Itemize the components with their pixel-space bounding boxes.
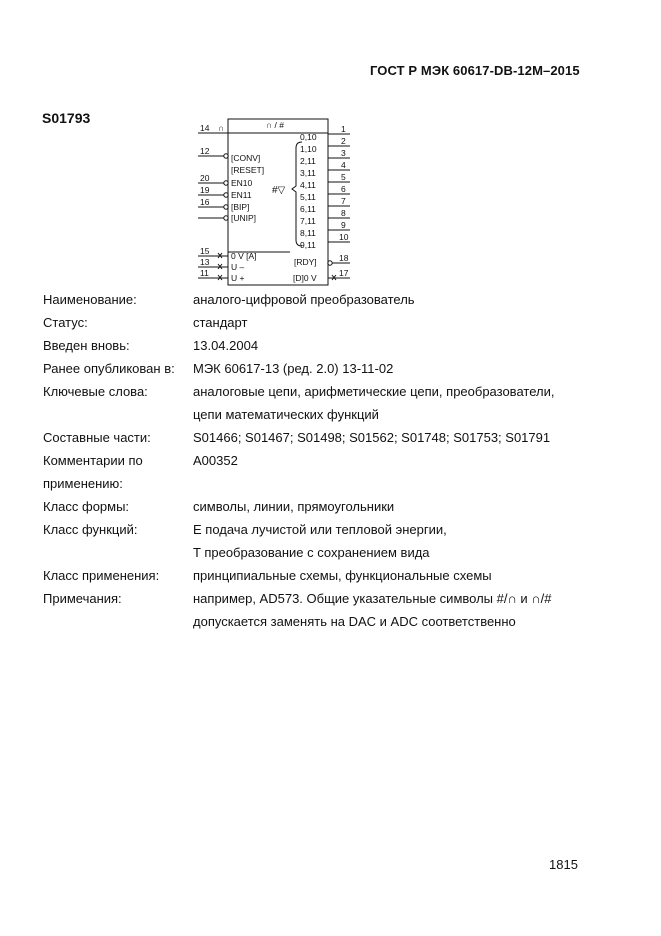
pin-number: 16 [200,197,210,207]
field-value: E подача лучистой или тепловой энергии, [193,522,447,537]
pin-number: 17 [339,268,349,278]
page-number: 1815 [549,857,578,872]
pin-number: 11 [200,268,209,278]
pin-number: 10 [339,232,349,242]
field-application-notes [43,449,623,495]
pin-number: 12 [200,146,210,156]
pin-label: ∩ [218,123,225,133]
pin-number: 1 [341,124,346,134]
pin-label: [RESET] [231,165,265,175]
pin-label: 1,10 [300,144,317,154]
pin-number: 7 [341,196,346,206]
pin-label: 2,11 [300,156,316,166]
field-value: аналоговые цепи, арифметические цепи, преобразователи, [193,384,555,399]
pin-label: EN11 [231,190,252,200]
pin-label: 8,11 [300,228,316,238]
pin-label: 4,11 [300,180,316,190]
field-value: символы, линии, прямоугольники [193,499,395,514]
field-label: Статус: [43,315,88,330]
field-previously-published [43,357,623,380]
field-value: например, AD573. Общие указательные символы #/∩ и ∩/# [193,591,552,606]
pin-label: [D]0 V [293,273,317,283]
field-notes [43,587,623,633]
pin-label: 6,11 [300,204,316,214]
pin-label: 5,11 [300,192,316,202]
pin-label: U – [231,262,245,272]
pin-number: 14 [200,123,210,133]
field-value: принципиальные схемы, функциональные схемы [193,568,492,583]
pin-label: U + [231,273,245,283]
field-function-class [43,518,623,564]
pin-number: 4 [341,160,346,170]
pin-number: 19 [200,185,210,195]
field-value: цепи математических функций [193,407,379,422]
pin-number: 15 [200,246,210,256]
field-label: Класс функций: [43,522,138,537]
document-header: ГОСТ Р МЭК 60617-DB-12M–2015 [370,63,580,78]
pin-label: [RDY] [294,257,317,267]
field-label: Ранее опубликован в: [43,361,175,376]
symbol-top-label: ∩ / # [266,120,284,130]
pin-label: [BIP] [231,202,250,212]
pin-number: 3 [341,148,346,158]
pin-label: [UNIP] [231,213,257,223]
field-application-class [43,564,623,587]
pin-label: [CONV] [231,153,261,163]
field-list [43,288,623,633]
pin-number: 13 [200,257,210,267]
pin-label: 0 V [A] [231,251,257,261]
pin-number: 5 [341,172,346,182]
field-label: Введен вновь: [43,338,130,353]
adc-symbol-diagram [190,116,365,288]
pin-number: 8 [341,208,346,218]
field-label: Составные части: [43,430,151,445]
field-label: Ключевые слова: [43,384,148,399]
field-label: Класс применения: [43,568,160,583]
field-value: аналого-цифровой преобразователь [193,292,415,307]
field-value: 13.04.2004 [193,338,259,353]
field-value: допускается заменять на DAC и ADC соответственно [193,614,516,629]
output-marker: #▽ [272,185,286,196]
pin-number: 6 [341,184,346,194]
pin-label: 7,11 [300,216,316,226]
field-value: S01466; S01467; S01498; S01562; S01748; S01753; S01791 [193,430,551,445]
pin-number: 20 [200,173,210,183]
symbol-code: S01793 [42,110,91,126]
field-keywords [43,380,623,426]
field-components [43,426,623,449]
field-name [43,288,623,311]
field-label: Наименование: [43,292,137,307]
field-label: Класс формы: [43,499,130,514]
field-status [43,311,623,334]
pin-number: 9 [341,220,346,230]
pin-label: 3,11 [300,168,316,178]
pin-number: 18 [339,253,349,263]
field-introduced [43,334,623,357]
pin-label: EN10 [231,178,253,188]
field-shape-class [43,495,623,518]
field-value: стандарт [193,315,248,330]
field-value: МЭК 60617-13 (ред. 2.0) 13-11-02 [193,361,394,376]
pin-label: 9,11 [300,240,316,250]
field-label: Комментарии по применению: [43,453,143,491]
field-label: Примечания: [43,591,122,606]
pin-number: 2 [341,136,346,146]
field-value: A00352 [193,453,238,468]
pin-label: 0,10 [300,132,317,142]
field-value: T преобразование с сохранением вида [193,545,430,560]
